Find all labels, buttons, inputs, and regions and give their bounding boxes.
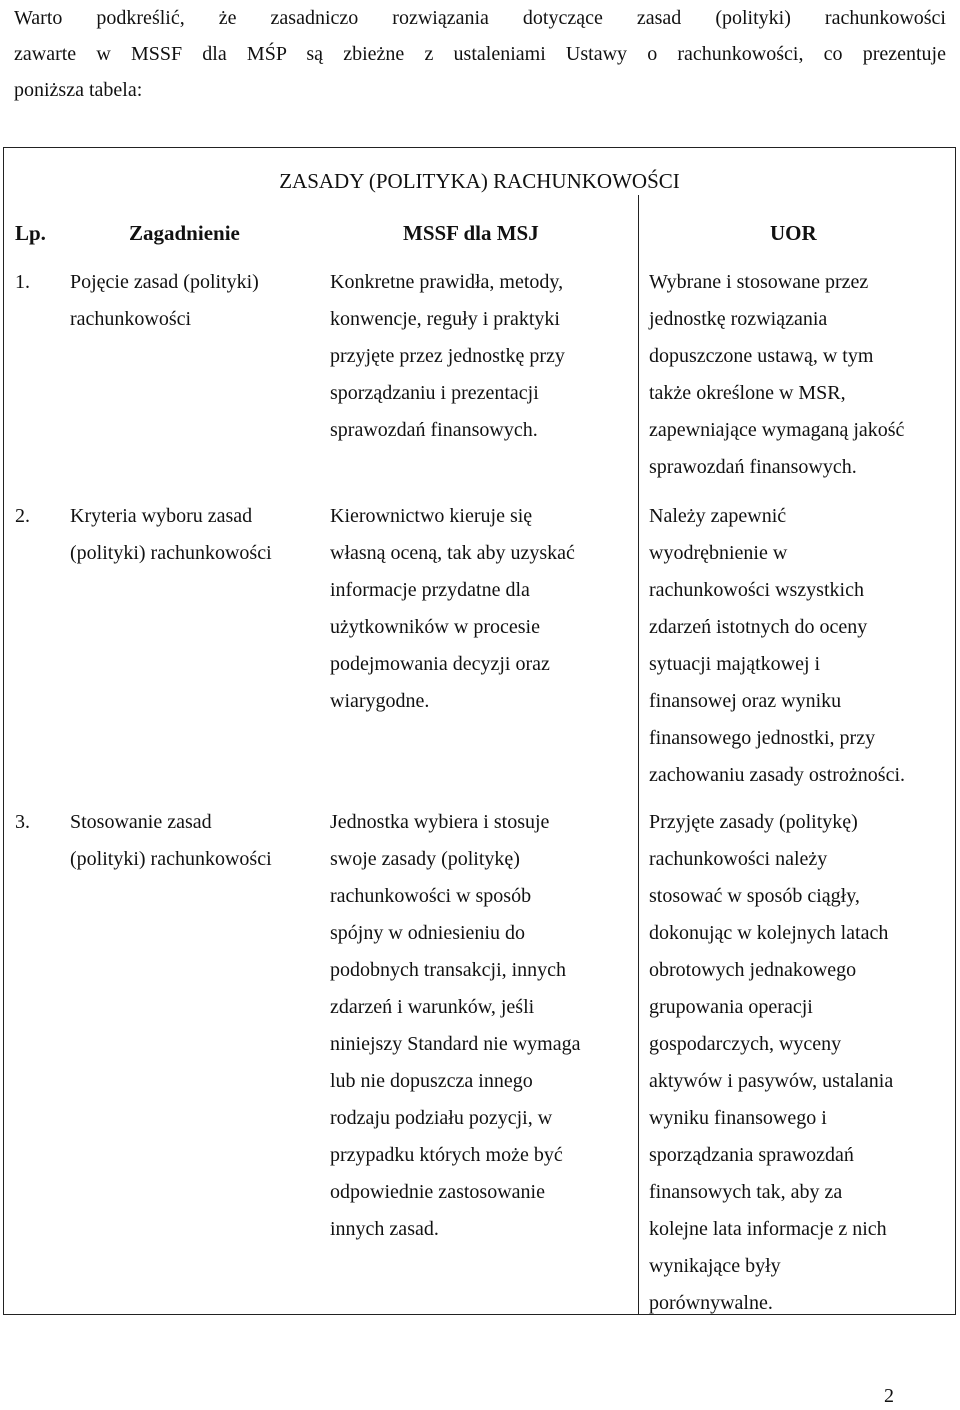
header-uor: UOR xyxy=(770,221,817,245)
row-3-uor: Przyjęte zasady (politykę) rachunkowości należy stosować w sposób ciągły, dokonując w kolejnych latach obrotowych jednakowego grupowania operacji gospodarczych, wyceny aktywów i pasywów, ustalania wyniku finansowego i sporządzania sprawozdań finansowych tak, aby za kolejne lata informacje z nich wynikające były porównywalne. xyxy=(649,811,894,1314)
page-number: 2 xyxy=(884,1385,894,1407)
header-mssf: MSSF dla MSJ xyxy=(403,221,539,245)
row-1-uor: Wybrane i stosowane przez jednostkę rozwiązania dopuszczone ustawą, w tym także określone w MSR, zapewniające wymaganą jakość sprawozdań finansowych. xyxy=(649,271,905,478)
header-zagadnienie: Zagadnienie xyxy=(129,221,240,245)
intro-paragraph xyxy=(14,0,946,108)
accounting-policy-table xyxy=(3,147,956,1315)
row-2-lp: 2. xyxy=(15,505,30,527)
intro-line-1: Warto podkreślić, że zasadniczo rozwiązania dotyczące zasad (polityki) rachunkowości xyxy=(14,7,946,29)
table-caption: ZASADY (POLITYKA) RACHUNKOWOŚCI xyxy=(279,169,680,193)
row-1-zagadnienie: Pojęcie zasad (polityki) rachunkowości xyxy=(70,271,259,330)
intro-line-2: zawarte w MSSF dla MŚP są zbieżne z ustaleniami Ustawy o rachunkowości, co prezentuje xyxy=(14,43,946,65)
row-1-lp: 1. xyxy=(15,271,30,293)
row-3-zagadnienie: Stosowanie zasad (polityki) rachunkowości xyxy=(70,811,272,870)
row-3-lp: 3. xyxy=(15,811,30,833)
row-2-uor: Należy zapewnić wyodrębnienie w rachunkowości wszystkich zdarzeń istotnych do oceny sytuacji majątkowej i finansowej oraz wyniku finansowego jednostki, przy zachowaniu zasady ostrożności. xyxy=(649,505,906,786)
row-2-mssf: Kierownictwo kieruje się własną oceną, tak aby uzyskać informacje przydatne dla użytkowników w procesie podejmowania decyzji oraz wiarygodne. xyxy=(330,505,575,712)
row-2-zagadnienie: Kryteria wyboru zasad (polityki) rachunkowości xyxy=(70,505,272,564)
column-divider xyxy=(638,195,639,1314)
row-1-mssf: Konkretne prawidła, metody, konwencje, reguły i praktyki przyjęte przez jednostkę przy sporządzaniu i prezentacji sprawozdań finansowych. xyxy=(330,271,565,441)
header-lp: Lp. xyxy=(15,221,46,245)
intro-line-3: poniższa tabela: xyxy=(14,79,143,101)
row-3-mssf: Jednostka wybiera i stosuje swoje zasady (politykę) rachunkowości w sposób spójny w odniesieniu do podobnych transakcji, innych zdarzeń i warunków, jeśli niniejszy Standard nie wymaga lub nie dopuszcza innego rodzaju podziału pozycji, w przypadku których może być odpowiednie zastosowanie innych zasad. xyxy=(330,811,581,1240)
